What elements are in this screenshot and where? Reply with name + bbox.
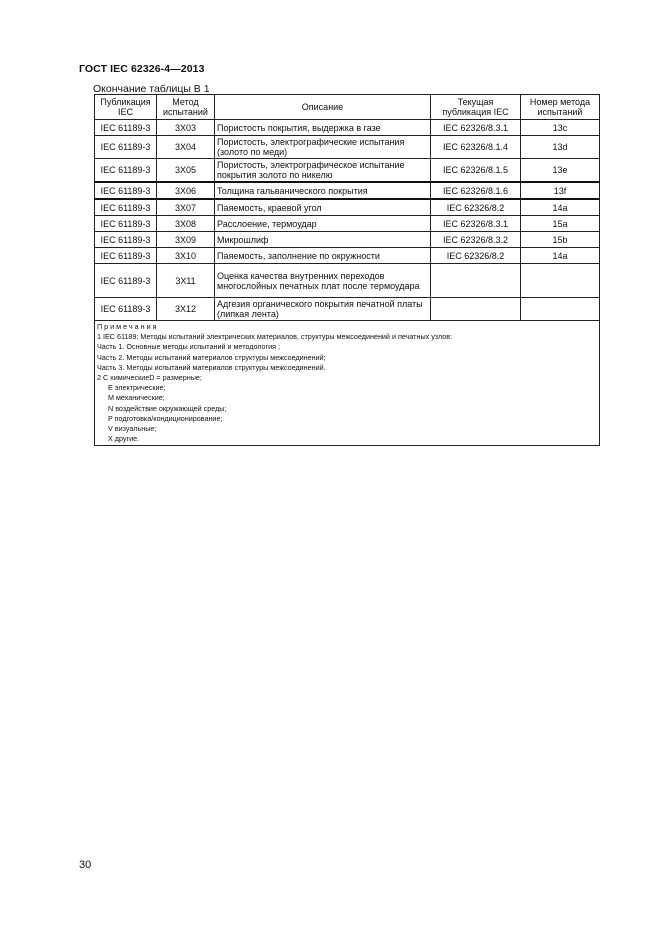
table-row	[95, 159, 600, 183]
table-row	[95, 232, 600, 248]
cell-description: Микрошлиф	[215, 232, 431, 248]
note-line: N воздействие окружающей среды;	[108, 403, 227, 413]
cell-method-number: 13e	[521, 159, 600, 183]
notes-title: Примечания	[97, 322, 159, 331]
cell-publication: IEC 61189-3	[95, 159, 157, 183]
cell-method-number	[521, 264, 600, 298]
table-row	[95, 216, 600, 232]
cell-publication: IEC 61189-3	[95, 232, 157, 248]
cell-description: Паяемость, краевой угол	[215, 199, 431, 216]
cell-method: 3X10	[157, 248, 215, 264]
table-caption: Окончание таблицы В 1	[93, 83, 210, 95]
cell-method-number: 13f	[521, 182, 600, 199]
cell-current-publication: IEC 62326/8.1.5	[431, 159, 521, 183]
notes-row	[95, 321, 600, 446]
cell-publication: IEC 61189-3	[95, 264, 157, 298]
document-header: ГОСТ IEC 62326-4—2013	[79, 63, 205, 75]
note-line: M механические;	[108, 393, 165, 403]
cell-publication: IEC 61189-3	[95, 199, 157, 216]
cell-method: 3X08	[157, 216, 215, 232]
table-row	[95, 264, 600, 298]
cell-publication: IEC 61189-3	[95, 120, 157, 136]
cell-description: Пористость, электрографическое испытание покрытия золото по никелю	[215, 159, 431, 183]
cell-method: 3X12	[157, 298, 215, 321]
cell-description: Оценка качества внутренних переходов многослойных печатных плат после термоудара	[215, 264, 431, 298]
column-header-description: Описание	[215, 95, 431, 120]
cell-method: 3X07	[157, 199, 215, 216]
cell-current-publication: IEC 62326/8.3.2	[431, 232, 521, 248]
cell-description: Расслоение, термоудар	[215, 216, 431, 232]
cell-method: 3X03	[157, 120, 215, 136]
cell-publication: IEC 61189-3	[95, 248, 157, 264]
note-line: P подготовка/кондиционирование;	[108, 413, 223, 423]
cell-publication: IEC 61189-3	[95, 136, 157, 159]
cell-method-number: 14a	[521, 248, 600, 264]
cell-current-publication: IEC 62326/8.3.1	[431, 120, 521, 136]
column-header-current-publication: Текущая публикация IEC	[431, 95, 521, 120]
cell-method: 3X09	[157, 232, 215, 248]
cell-current-publication: IEC 62326/8.1.6	[431, 182, 521, 199]
notes-cell	[95, 321, 600, 446]
cell-current-publication	[431, 264, 521, 298]
cell-method: 3X11	[157, 264, 215, 298]
column-header-test-method: Метод испытаний	[157, 95, 215, 120]
cell-description: Адгезия органического покрытия печатной платы (липкая лента)	[215, 298, 431, 321]
cell-method-number: 15b	[521, 232, 600, 248]
cell-current-publication	[431, 298, 521, 321]
methods-table	[94, 94, 600, 446]
cell-method: 3X05	[157, 159, 215, 183]
cell-method: 3X06	[157, 182, 215, 199]
cell-publication: IEC 61189-3	[95, 216, 157, 232]
cell-current-publication: IEC 62326/8.1.4	[431, 136, 521, 159]
page-number: 30	[79, 859, 92, 871]
table-row	[95, 199, 600, 216]
note-line: 1 IEC 61189: Методы испытаний электрических материалов, структуры межсоединений и печатных узлов:	[97, 332, 453, 342]
cell-method-number: 14a	[521, 199, 600, 216]
cell-publication: IEC 61189-3	[95, 182, 157, 199]
table-row	[95, 120, 600, 136]
column-header-method-number: Номер метода испытаний	[521, 95, 600, 120]
cell-description: Толщина гальванического покрытия	[215, 182, 431, 199]
note-line: Часть 3. Методы испытаний материалов структуры межсоединений.	[97, 362, 326, 372]
note-line: E электрические;	[108, 383, 166, 393]
cell-description: Паяемость, заполнение по окружности	[215, 248, 431, 264]
table-row	[95, 248, 600, 264]
cell-method-number: 13c	[521, 120, 600, 136]
table-row	[95, 298, 600, 321]
cell-description: Пористость покрытия, выдержка в газе	[215, 120, 431, 136]
cell-current-publication: IEC 62326/8.3.1	[431, 216, 521, 232]
cell-method-number	[521, 298, 600, 321]
note-line: V визуальные;	[108, 424, 157, 434]
cell-method: 3X04	[157, 136, 215, 159]
cell-publication: IEC 61189-3	[95, 298, 157, 321]
table-row	[95, 136, 600, 159]
note-line: X другие.	[108, 434, 140, 444]
cell-method-number: 15a	[521, 216, 600, 232]
cell-current-publication: IEC 62326/8.2	[431, 248, 521, 264]
note-line: Часть 2. Методы испытаний материалов структуры межсоединений;	[97, 352, 326, 362]
note-line: Часть 1. Основные методы испытаний и методология ;	[97, 342, 281, 352]
column-header-iec-publication: Публикация IEC	[95, 95, 157, 120]
table-header-row	[95, 95, 600, 120]
note-line: 2 С химическиеD = размерные;	[97, 373, 202, 383]
cell-method-number: 13d	[521, 136, 600, 159]
table-row	[95, 182, 600, 199]
cell-description: Пористость, электрографические испытания (золото по меди)	[215, 136, 431, 159]
cell-current-publication: IEC 62326/8.2	[431, 199, 521, 216]
